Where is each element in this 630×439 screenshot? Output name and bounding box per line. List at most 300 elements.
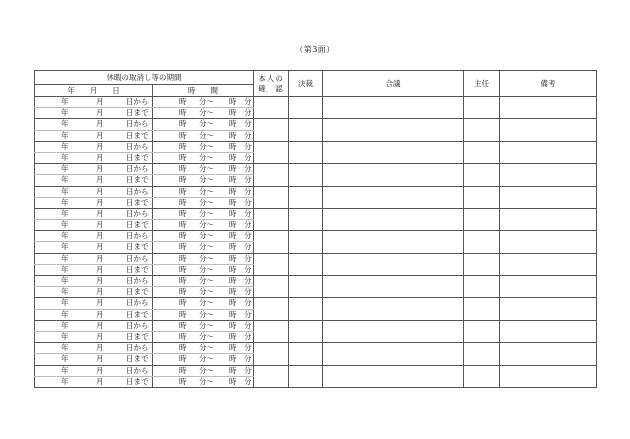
chief-cell[interactable]: [464, 298, 500, 320]
decision-cell[interactable]: [289, 343, 323, 365]
date-cell[interactable]: [35, 287, 153, 298]
year-label: 年: [61, 152, 69, 162]
hour-label: 時: [179, 365, 187, 375]
minute-label: 分: [244, 130, 252, 140]
time-cell[interactable]: [153, 152, 254, 163]
time-cell[interactable]: [153, 130, 254, 141]
hour-label: 時: [179, 130, 187, 140]
year-label: 年: [61, 164, 69, 174]
hour2-label: 時: [229, 343, 237, 353]
hour-label: 時: [179, 208, 187, 218]
year-label: 年: [61, 97, 69, 106]
remarks-cell[interactable]: [500, 253, 597, 275]
day-from-label: 日から: [126, 320, 149, 330]
time-cell[interactable]: [153, 141, 254, 152]
date-cell[interactable]: [35, 320, 153, 331]
year-label: 年: [61, 119, 69, 129]
consultation-cell[interactable]: [323, 208, 464, 230]
date-cell[interactable]: [35, 108, 153, 119]
hour-label: 時: [179, 175, 187, 185]
hour-label: 時: [179, 220, 187, 230]
minute-label: 分: [244, 276, 252, 285]
year-label: 年: [61, 331, 69, 341]
remarks-cell[interactable]: [500, 298, 597, 320]
entry-2-from-row: [35, 119, 597, 130]
remarks-cell[interactable]: [500, 231, 597, 253]
year-label: 年: [61, 253, 69, 263]
self-confirmation-cell[interactable]: [254, 276, 289, 298]
time-cell[interactable]: [153, 343, 254, 354]
remarks-cell[interactable]: [500, 208, 597, 230]
month-label: 月: [96, 231, 104, 241]
consultation-cell[interactable]: [323, 97, 464, 119]
remarks-header: 備考: [500, 71, 597, 97]
decision-cell[interactable]: [289, 97, 323, 119]
day-from-label: 日から: [126, 253, 149, 263]
minute-from-label: 分～: [199, 231, 214, 241]
decision-cell[interactable]: [289, 231, 323, 253]
day-to-label: 日まで: [126, 331, 149, 341]
day-from-label: 日から: [126, 276, 149, 285]
entry-7-from-row: [35, 231, 597, 242]
hour-label: 時: [179, 197, 187, 207]
hour-label: 時: [179, 108, 187, 118]
day-to-label: 日まで: [126, 152, 149, 162]
minute-label: 分: [244, 97, 252, 106]
chief-cell[interactable]: [464, 119, 500, 141]
time-cell[interactable]: [153, 287, 254, 298]
consultation-cell[interactable]: [323, 141, 464, 163]
consultation-cell[interactable]: [323, 298, 464, 320]
day-from-label: 日から: [126, 298, 149, 308]
self-confirmation-cell[interactable]: [254, 365, 289, 387]
minute-label: 分: [244, 309, 252, 319]
chief-cell[interactable]: [464, 276, 500, 298]
decision-cell[interactable]: [289, 164, 323, 186]
self-confirmation-cell[interactable]: [254, 343, 289, 365]
remarks-cell[interactable]: [500, 186, 597, 208]
time-cell[interactable]: [153, 320, 254, 331]
time-cell[interactable]: [153, 309, 254, 320]
hour2-label: 時: [229, 276, 237, 285]
year-label: 年: [61, 197, 69, 207]
consultation-cell[interactable]: [323, 320, 464, 342]
hour-label: 時: [179, 320, 187, 330]
day-to-label: 日まで: [126, 264, 149, 274]
minute-from-label: 分～: [199, 130, 214, 140]
chief-cell[interactable]: [464, 208, 500, 230]
year-label: 年: [61, 343, 69, 353]
consultation-cell[interactable]: [323, 365, 464, 387]
self-confirmation-cell[interactable]: [254, 298, 289, 320]
month-label: 月: [96, 208, 104, 218]
month-label: 月: [96, 253, 104, 263]
minute-from-label: 分～: [199, 320, 214, 330]
chief-cell[interactable]: [464, 231, 500, 253]
day-from-label: 日から: [126, 231, 149, 241]
self-confirmation-cell[interactable]: [254, 231, 289, 253]
self-confirmation-cell[interactable]: [254, 253, 289, 275]
self-confirmation-cell[interactable]: [254, 119, 289, 141]
date-cell[interactable]: [35, 152, 153, 163]
year-label: 年: [61, 108, 69, 118]
date-cell[interactable]: [35, 97, 153, 108]
minute-from-label: 分～: [199, 276, 214, 285]
minute-from-label: 分～: [199, 197, 214, 207]
day-from-label: 日から: [126, 141, 149, 151]
minute-from-label: 分～: [199, 331, 214, 341]
entry-3-from-row: [35, 141, 597, 152]
month-label: 月: [96, 309, 104, 319]
decision-cell[interactable]: [289, 208, 323, 230]
consultation-header: 合議: [323, 71, 464, 97]
minute-from-label: 分～: [199, 119, 214, 129]
entry-8-from-row: [35, 253, 597, 264]
decision-cell[interactable]: [289, 141, 323, 163]
entry-4-from-row: [35, 164, 597, 175]
hour-label: 時: [179, 309, 187, 319]
hour2-label: 時: [229, 264, 237, 274]
hour-label: 時: [179, 242, 187, 252]
hour2-label: 時: [229, 175, 237, 185]
hour2-label: 時: [229, 220, 237, 230]
decision-cell[interactable]: [289, 365, 323, 387]
self-confirmation-cell[interactable]: [254, 208, 289, 230]
hour2-label: 時: [229, 376, 237, 386]
hour2-label: 時: [229, 119, 237, 129]
hour-label: 時: [179, 164, 187, 174]
hour-label: 時: [179, 376, 187, 386]
chief-cell[interactable]: [464, 141, 500, 163]
hour2-label: 時: [229, 253, 237, 263]
decision-cell[interactable]: [289, 253, 323, 275]
month-label: 月: [96, 164, 104, 174]
hour2-label: 時: [229, 298, 237, 308]
year-label: 年: [61, 186, 69, 196]
month-label: 月: [96, 97, 104, 106]
entry-11-from-row: [35, 320, 597, 331]
date-cell[interactable]: [35, 298, 153, 309]
hour2-label: 時: [229, 309, 237, 319]
entry-1-from-row: [35, 97, 597, 108]
hour-label: 時: [179, 119, 187, 129]
date-cell[interactable]: [35, 253, 153, 264]
day-to-label: 日まで: [126, 175, 149, 185]
day-from-label: 日から: [126, 343, 149, 353]
hour2-label: 時: [229, 130, 237, 140]
minute-label: 分: [244, 220, 252, 230]
entry-6-from-row: [35, 208, 597, 219]
month-label: 月: [96, 242, 104, 252]
day-to-label: 日まで: [126, 287, 149, 297]
hour2-label: 時: [229, 287, 237, 297]
month-label: 月: [96, 119, 104, 129]
month-label: 月: [96, 186, 104, 196]
date-cell[interactable]: [35, 343, 153, 354]
minute-label: 分: [244, 141, 252, 151]
date-cell[interactable]: [35, 197, 153, 208]
minute-from-label: 分～: [199, 208, 214, 218]
minute-from-label: 分～: [199, 287, 214, 297]
day-to-label: 日まで: [126, 130, 149, 140]
minute-label: 分: [244, 197, 252, 207]
month-label: 月: [96, 320, 104, 330]
year-label: 年: [61, 264, 69, 274]
date-cell[interactable]: [35, 276, 153, 287]
hour-label: 時: [179, 331, 187, 341]
hour2-label: 時: [229, 141, 237, 151]
time-cell[interactable]: [153, 253, 254, 264]
decision-cell[interactable]: [289, 119, 323, 141]
minute-from-label: 分～: [199, 343, 214, 353]
consultation-cell[interactable]: [323, 186, 464, 208]
date-cell[interactable]: [35, 130, 153, 141]
time-cell[interactable]: [153, 298, 254, 309]
entry-10-from-row: [35, 298, 597, 309]
minute-label: 分: [244, 253, 252, 263]
minute-from-label: 分～: [199, 175, 214, 185]
day-to-label: 日まで: [126, 197, 149, 207]
month-label: 月: [96, 197, 104, 207]
time-cell[interactable]: [153, 365, 254, 376]
chief-cell[interactable]: [464, 164, 500, 186]
date-cell[interactable]: [35, 119, 153, 130]
self-confirmation-cell[interactable]: [254, 164, 289, 186]
hour2-label: 時: [229, 186, 237, 196]
month-label: 月: [96, 376, 104, 386]
self-confirmation-cell[interactable]: [254, 320, 289, 342]
chief-cell[interactable]: [464, 343, 500, 365]
month-label: 月: [96, 365, 104, 375]
minute-label: 分: [244, 365, 252, 375]
remarks-cell[interactable]: [500, 343, 597, 365]
entry-9-from-row: [35, 276, 597, 287]
date-cell[interactable]: [35, 354, 153, 365]
month-label: 月: [96, 276, 104, 285]
hour2-label: 時: [229, 320, 237, 330]
remarks-cell[interactable]: [500, 320, 597, 342]
time-cell[interactable]: [153, 376, 254, 387]
remarks-cell[interactable]: [500, 365, 597, 387]
time-column-header: 時 間: [153, 85, 254, 97]
month-label: 月: [96, 108, 104, 118]
date-cell[interactable]: [35, 365, 153, 376]
year-label: 年: [61, 298, 69, 308]
chief-header: 主任: [464, 71, 500, 97]
year-label: 年: [61, 130, 69, 140]
day-from-label: 日から: [126, 97, 149, 106]
time-cell[interactable]: [153, 231, 254, 242]
date-cell[interactable]: [35, 141, 153, 152]
hour-label: 時: [179, 186, 187, 196]
consultation-cell[interactable]: [323, 164, 464, 186]
chief-cell[interactable]: [464, 253, 500, 275]
hour2-label: 時: [229, 242, 237, 252]
date-cell[interactable]: [35, 220, 153, 231]
confirm-line-2: 確 認: [258, 83, 284, 93]
time-cell[interactable]: [153, 208, 254, 219]
consultation-cell[interactable]: [323, 343, 464, 365]
day-from-label: 日から: [126, 208, 149, 218]
day-from-label: 日から: [126, 164, 149, 174]
minute-label: 分: [244, 208, 252, 218]
year-label: 年: [61, 354, 69, 364]
hour-label: 時: [179, 152, 187, 162]
day-to-label: 日まで: [126, 108, 149, 118]
minute-from-label: 分～: [199, 264, 214, 274]
hour2-label: 時: [229, 365, 237, 375]
minute-label: 分: [244, 331, 252, 341]
day-from-label: 日から: [126, 365, 149, 375]
minute-label: 分: [244, 152, 252, 162]
time-cell[interactable]: [153, 242, 254, 253]
consultation-cell[interactable]: [323, 253, 464, 275]
minute-label: 分: [244, 264, 252, 274]
hour2-label: 時: [229, 231, 237, 241]
minute-label: 分: [244, 231, 252, 241]
self-confirmation-cell[interactable]: [254, 97, 289, 119]
remarks-cell[interactable]: [500, 276, 597, 298]
minute-from-label: 分～: [199, 242, 214, 252]
day-to-label: 日まで: [126, 309, 149, 319]
date-cell[interactable]: [35, 264, 153, 275]
entry-13-from-row: [35, 365, 597, 376]
date-column-header: 年 月 日: [35, 85, 153, 97]
minute-label: 分: [244, 343, 252, 353]
year-label: 年: [61, 287, 69, 297]
date-cell[interactable]: [35, 231, 153, 242]
entry-12-from-row: [35, 343, 597, 354]
minute-from-label: 分～: [199, 365, 214, 375]
chief-cell[interactable]: [464, 365, 500, 387]
month-label: 月: [96, 152, 104, 162]
minute-from-label: 分～: [199, 152, 214, 162]
hour2-label: 時: [229, 197, 237, 207]
day-to-label: 日まで: [126, 376, 149, 386]
remarks-cell[interactable]: [500, 164, 597, 186]
date-cell[interactable]: [35, 331, 153, 342]
date-cell[interactable]: [35, 242, 153, 253]
year-label: 年: [61, 242, 69, 252]
consultation-cell[interactable]: [323, 231, 464, 253]
decision-cell[interactable]: [289, 320, 323, 342]
hour-label: 時: [179, 354, 187, 364]
date-cell[interactable]: [35, 309, 153, 320]
hour2-label: 時: [229, 208, 237, 218]
chief-cell[interactable]: [464, 186, 500, 208]
hour2-label: 時: [229, 97, 237, 106]
year-label: 年: [61, 276, 69, 285]
time-cell[interactable]: [153, 220, 254, 231]
minute-label: 分: [244, 242, 252, 252]
time-cell[interactable]: [153, 108, 254, 119]
hour-label: 時: [179, 141, 187, 151]
minute-from-label: 分～: [199, 108, 214, 118]
date-cell[interactable]: [35, 208, 153, 219]
time-cell[interactable]: [153, 276, 254, 287]
time-cell[interactable]: [153, 331, 254, 342]
minute-label: 分: [244, 287, 252, 297]
date-cell[interactable]: [35, 186, 153, 197]
minute-from-label: 分～: [199, 164, 214, 174]
remarks-cell[interactable]: [500, 119, 597, 141]
hour-label: 時: [179, 298, 187, 308]
minute-label: 分: [244, 320, 252, 330]
time-cell[interactable]: [153, 164, 254, 175]
remarks-cell[interactable]: [500, 97, 597, 119]
hour2-label: 時: [229, 152, 237, 162]
year-label: 年: [61, 208, 69, 218]
hour-label: 時: [179, 97, 187, 106]
day-to-label: 日まで: [126, 354, 149, 364]
confirm-line-1: 本人の: [258, 73, 284, 83]
time-cell[interactable]: [153, 119, 254, 130]
time-cell[interactable]: [153, 264, 254, 275]
period-header: 休暇の取消し等の期間: [35, 71, 254, 85]
minute-from-label: 分～: [199, 354, 214, 364]
month-label: 月: [96, 331, 104, 341]
date-cell[interactable]: [35, 175, 153, 186]
date-cell[interactable]: [35, 376, 153, 387]
year-label: 年: [61, 309, 69, 319]
minute-label: 分: [244, 164, 252, 174]
time-cell[interactable]: [153, 97, 254, 108]
self-confirmation-cell[interactable]: [254, 141, 289, 163]
minute-label: 分: [244, 298, 252, 308]
time-cell[interactable]: [153, 175, 254, 186]
hour-label: 時: [179, 343, 187, 353]
consultation-cell[interactable]: [323, 119, 464, 141]
month-label: 月: [96, 175, 104, 185]
consultation-cell[interactable]: [323, 276, 464, 298]
day-from-label: 日から: [126, 186, 149, 196]
chief-cell[interactable]: [464, 97, 500, 119]
hour2-label: 時: [229, 108, 237, 118]
year-label: 年: [61, 220, 69, 230]
entry-rows: [35, 97, 597, 388]
date-cell[interactable]: [35, 164, 153, 175]
minute-from-label: 分～: [199, 186, 214, 196]
month-label: 月: [96, 354, 104, 364]
time-cell[interactable]: [153, 186, 254, 197]
year-label: 年: [61, 365, 69, 375]
minute-from-label: 分～: [199, 97, 214, 106]
hour-label: 時: [179, 253, 187, 263]
decision-cell[interactable]: [289, 276, 323, 298]
month-label: 月: [96, 220, 104, 230]
hour2-label: 時: [229, 331, 237, 341]
chief-cell[interactable]: [464, 320, 500, 342]
time-cell[interactable]: [153, 354, 254, 365]
year-label: 年: [61, 175, 69, 185]
month-label: 月: [96, 287, 104, 297]
month-label: 月: [96, 130, 104, 140]
decision-cell[interactable]: [289, 186, 323, 208]
minute-from-label: 分～: [199, 376, 214, 386]
self-confirmation-cell[interactable]: [254, 186, 289, 208]
entry-5-from-row: [35, 186, 597, 197]
minute-from-label: 分～: [199, 309, 214, 319]
day-from-label: 日から: [126, 119, 149, 129]
decision-cell[interactable]: [289, 298, 323, 320]
time-cell[interactable]: [153, 197, 254, 208]
day-to-label: 日まで: [126, 242, 149, 252]
year-label: 年: [61, 231, 69, 241]
minute-label: 分: [244, 119, 252, 129]
remarks-cell[interactable]: [500, 141, 597, 163]
month-label: 月: [96, 141, 104, 151]
minute-label: 分: [244, 186, 252, 196]
